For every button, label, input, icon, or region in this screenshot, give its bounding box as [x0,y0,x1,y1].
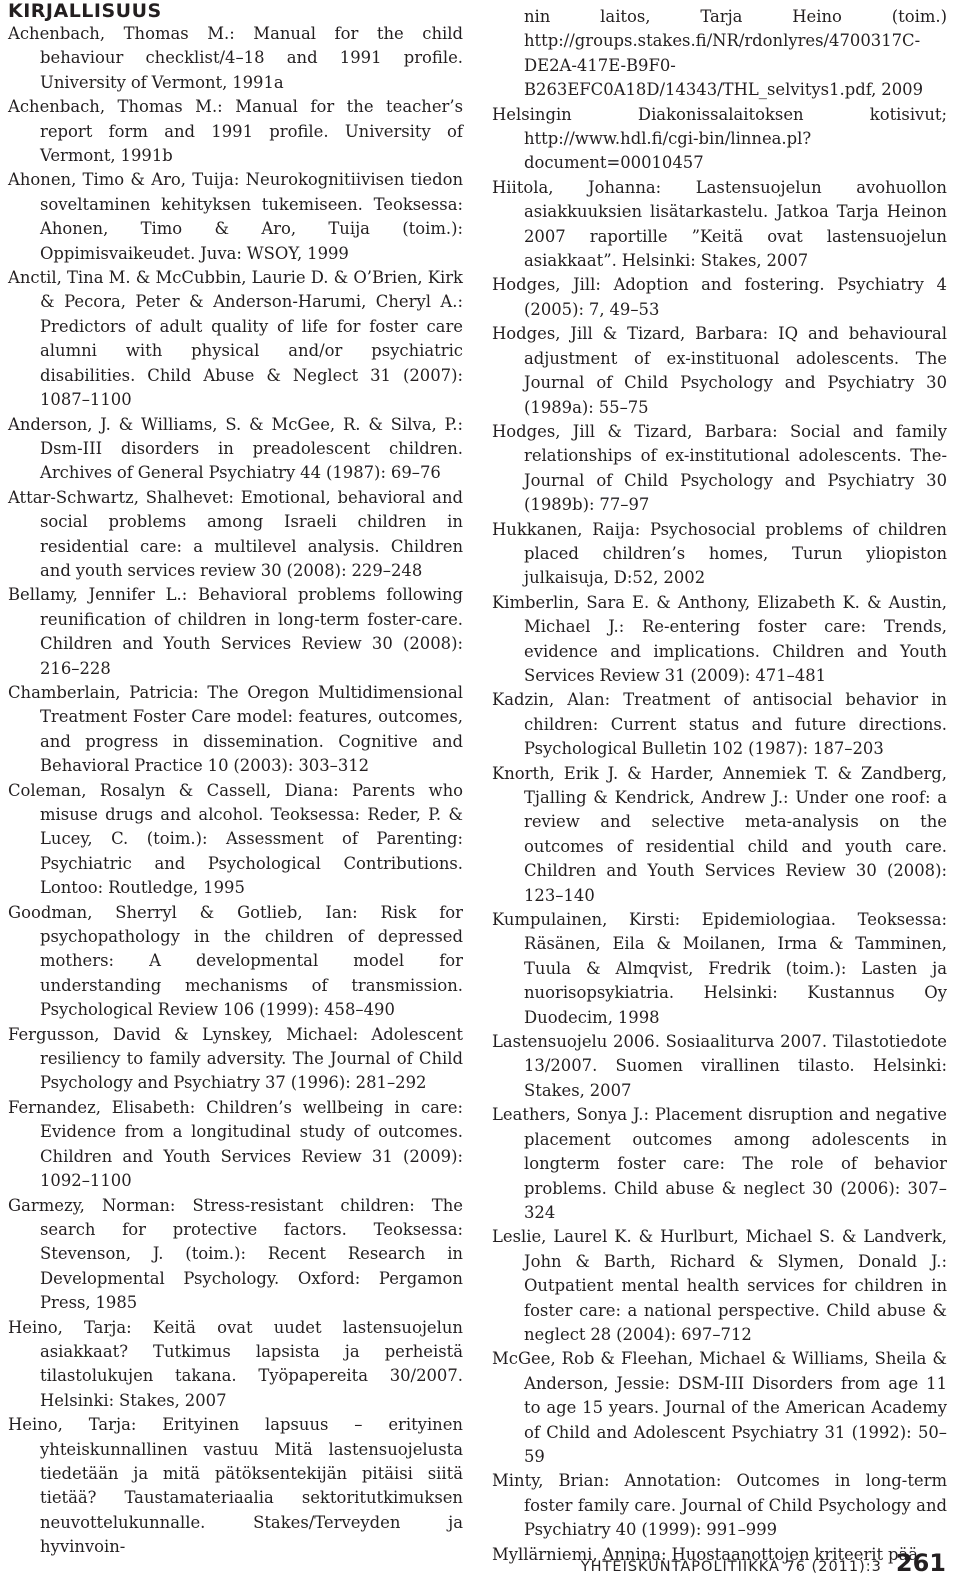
reference-entry: Heino, Tarja: Keitä ovat uudet lastensuojelun asiakkaat? Tutkimus lapsista ja perheistä tilastolukujen takana. Työpapereita 30/2007. Helsinki: Stakes, 2007 [8,1317,463,1410]
section-heading: KIRJALLISUUS [8,0,162,22]
reference-entry: Achenbach, Thomas M.: Manual for the teacher’s report form and 1991 profile. University of Vermont, 1991b [8,97,463,166]
page-number: 261 [895,1549,946,1577]
reference-entry: McGee, Rob & Fleehan, Michael & Williams, Sheila & Anderson, Jessie: DSM-III Disorders from age 11 to age 15 years. Journal of the American Academy of Child and Adolescent Psychiatry 31 (1992): 50–59 [492,1349,947,1466]
journal-name: YHTEISKUNTAPOLITIIKKA 76 (2011):3 [580,1559,882,1575]
reference-entry: Fergusson, David & Lynskey, Michael: Adolescent resiliency to family adversity. The Journal of Child Psychology and Psychiatry 37 (1996): 281–292 [8,1024,463,1093]
reference-entry: Bellamy, Jennifer L.: Behavioral problems following reunification of children in long-term foster-care. Children and Youth Services Review 30 (2008): 216–228 [8,585,463,678]
reference-entry: Attar-Schwartz, Shalhevet: Emotional, behavioral and social problems among Israeli children in residential care: a multilevel analysis. Children and youth services review 30 (2008): 229–248 [8,487,463,580]
reference-entry: Chamberlain, Patricia: The Oregon Multidimensional Treatment Foster Care model: features, outcomes, and progress in dissemination. Cognitive and Behavioral Practice 10 (2003): 303–312 [8,682,463,776]
reference-entry: Hiitola, Johanna: Lastensuojelun avohuollon asiakkuuksien lisätarkastelu. Jatkoa Tarja Heinon 2007 raportille ”Keitä ovat lastensuojelun asiakkaat”. Helsinki: Stakes, 2007 [492,177,947,271]
right-column [492,5,947,1567]
reference-entry: Fernandez, Elisabeth: Children’s wellbeing in care: Evidence from a longitudinal study of outcomes. Children and Youth Services Review 31 (2009): 1092–1100 [8,1097,463,1191]
reference-entry: Hukkanen, Raija: Psychosocial problems of children placed children’s homes, Turun yliopiston julkaisuja, D:52, 2002 [492,519,947,588]
reference-continuation: nin laitos, Tarja Heino (toim.) http://groups.stakes.fi/NR/rdonlyres/4700317C-DE2A-417E-B9F0-B263EFC0A18D/14343/THL_selvitys1.pdf, 2009 [524,7,947,100]
reference-entry: Garmezy, Norman: Stress-resistant children: The search for protective factors. Teoksessa: Stevenson, J. (toim.): Recent Research in Developmental Psychology. Oxford: Pergamon Press, 1985 [8,1195,463,1313]
reference-entry: Leathers, Sonya J.: Placement disruption and negative placement outcomes among adolescents in longterm foster care: The role of behavior problems. Child abuse & neglect 30 (2006): 307–324 [492,1105,947,1222]
reference-entry: Ahonen, Timo & Aro, Tuija: Neurokognitiivisen tiedon soveltaminen kehityksen tukemiseen. Teoksessa: Ahonen, Timo & Aro, Tuija (toim.): Oppimisvaikeudet. Juva: WSOY, 1999 [8,170,463,263]
reference-entry: Kumpulainen, Kirsti: Epidemiologiaa. Teoksessa: Räsänen, Eila & Moilanen, Irma & Tamminen, Tuula & Almqvist, Fredrik (toim.): Lasten ja nuorisopsykiatria. Helsinki: Kustannus Oy Duodecim, 1998 [492,910,947,1027]
reference-entry: Helsingin Diakonissalaitoksen kotisivut; http://www.hdl.fi/cgi-bin/linnea.pl?document=00010457 [492,104,947,173]
reference-entry: Myllärniemi, Annina: Huostaanottojen kriteerit pää- [492,1544,924,1564]
reference-entry: Anctil, Tina M. & McCubbin, Laurie D. & O’Brien, Kirk & Pecora, Peter & Anderson-Harumi, Cheryl A.: Predictors of adult quality of life for foster care alumni with physical and/or psychiatric disabilities. Child Abuse & Neglect 31 (2007): 1087–1100 [8,268,463,410]
reference-entry: Hodges, Jill & Tizard, Barbara: Social and family relationships of ex-institutional adolescents. The-Journal of Child Psychology and Psychiatry 30 (1989b): 77–97 [492,421,947,515]
reference-entry: Knorth, Erik J. & Harder, Annemiek T. & Zandberg, Tjalling & Kendrick, Andrew J.: Under one roof: a review and selective meta-analysis on the outcomes of residential child and youth care. Children and Youth Services Review 30 (2008): 123–140 [492,763,947,905]
reference-entry: Achenbach, Thomas M.: Manual for the child behaviour checklist/4–18 and 1991 profile. University of Vermont, 1991a [8,24,463,92]
reference-entry: Goodman, Sherryl & Gotlieb, Ian: Risk for psychopathology in the children of depressed mothers: A developmental model for understanding mechanisms of transmission. Psychological Review 106 (1999): 458–490 [8,902,463,1020]
reference-entry: Hodges, Jill: Adoption and fostering. Psychiatry 4 (2005): 7, 49–53 [492,275,947,319]
reference-entry: Anderson, J. & Williams, S. & McGee, R. & Silva, P.: Dsm-III disorders in preadolescent children. Archives of General Psychiatry 44 (1987): 69–76 [8,414,463,483]
reference-entry: Coleman, Rosalyn & Cassell, Diana: Parents who misuse drugs and alcohol. Teoksessa: Reder, P. & Lucey, C. (toim.): Assessment of Parenting: Psychiatric and Psychological Contributions. Lontoo: Routledge, 1995 [8,780,463,898]
left-reference-list [8,22,463,1560]
reference-entry: Leslie, Laurel K. & Hurlburt, Michael S. & Landverk, John & Barth, Richard & Slymen, Donald J.: Outpatient mental health services for children in foster care: a national perspective. Child abuse & neglect 28 (2004): 697–712 [492,1227,947,1344]
right-reference-list [492,5,947,1567]
reference-entry: Heino, Tarja: Erityinen lapsuus – erityinen yhteiskunnallinen vastuu Mitä lastensuojelusta tiedetään ja mitä pätöksentekijän pitäisi siitä tietää? Taustamateriaalia sektoritutkimuksen neuvottelukunnalle. Stakes/Terveyden ja hyvinvoin- [8,1415,463,1557]
reference-entry: Minty, Brian: Annotation: Outcomes in long-term foster family care. Journal of Child Psychology and Psychiatry 40 (1999): 991–999 [492,1471,947,1540]
left-column [8,0,463,1560]
reference-entry: Kimberlin, Sara E. & Anthony, Elizabeth K. & Austin, Michael J.: Re-entering foster care: Trends, evidence and implications. Children and Youth Services Review 31 (2009): 471–481 [492,592,947,685]
reference-entry: Kadzin, Alan: Treatment of antisocial behavior in children: Current status and future directions. Psychological Bulletin 102 (1987): 187–203 [492,690,947,759]
reference-entry: Lastensuojelu 2006. Sosiaaliturva 2007. Tilastotiedote 13/2007. Suomen virallinen tilasto. Helsinki: Stakes, 2007 [492,1032,947,1100]
reference-entry: Hodges, Jill & Tizard, Barbara: IQ and behavioural adjustment of ex-instituonal adolescents. The Journal of Child Psychology and Psychiatry 30 (1989a): 55–75 [492,324,947,417]
page-footer [581,1549,946,1577]
